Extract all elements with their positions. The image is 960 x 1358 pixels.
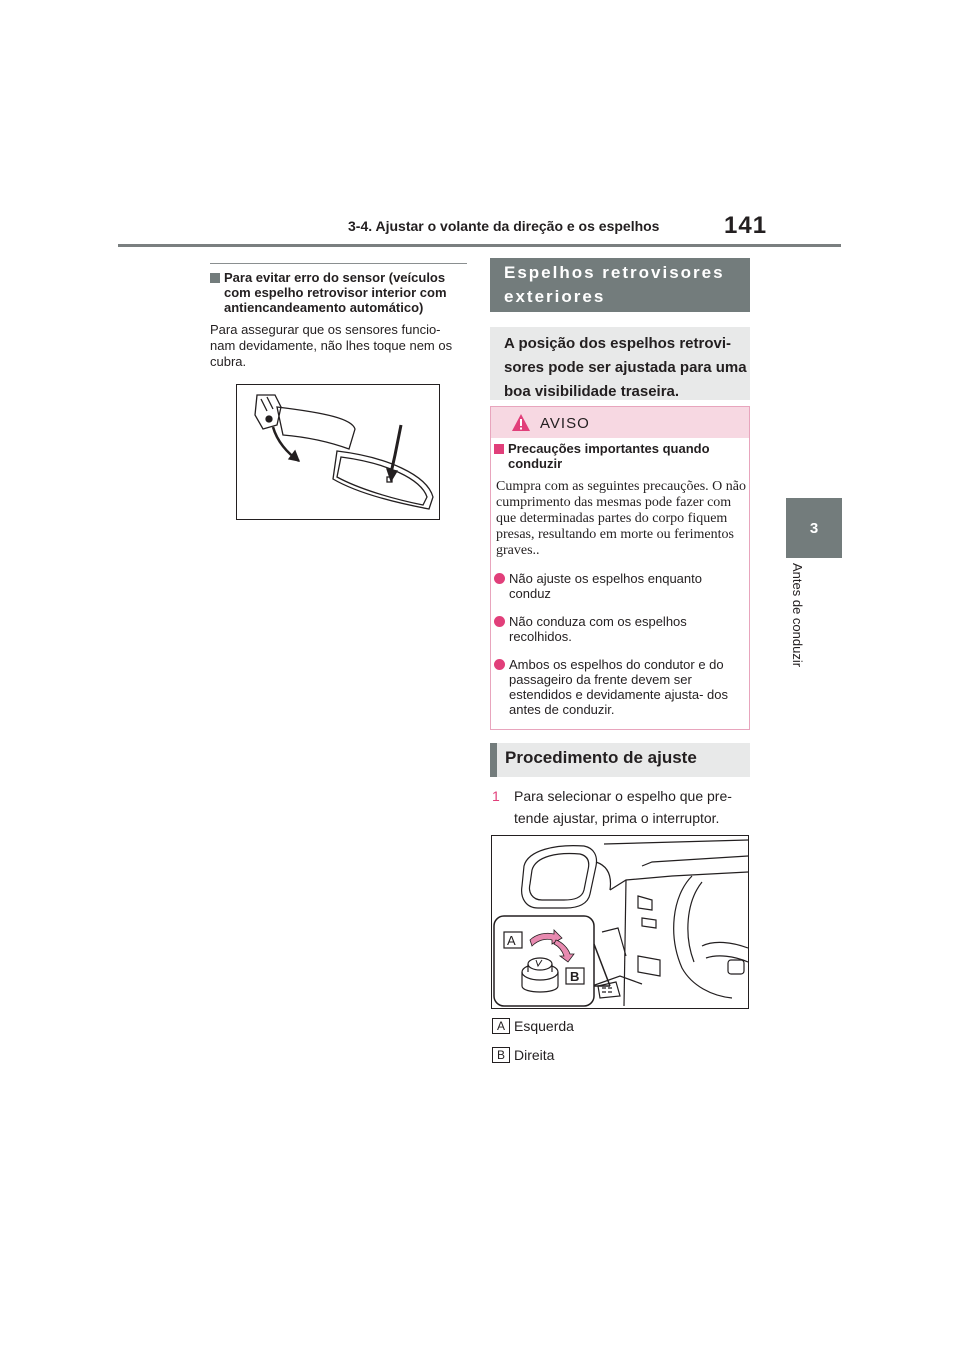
procedure-banner: Procedimento de ajuste	[490, 743, 750, 777]
warning-triangle-icon	[511, 413, 531, 432]
inner-mirror-figure	[236, 384, 440, 520]
sensor-body: Para assegurar que os sensores funcio- nam devidamente, não lhes toque nem os cubra.	[210, 322, 453, 369]
section-title: 3-4. Ajustar o volante da direção e os espelhos	[348, 218, 660, 234]
legend-badge: A	[492, 1018, 510, 1034]
left-rule	[210, 263, 467, 264]
sensor-heading: Para evitar erro do sensor (veículos com espelho retrovisor interior com antiencandeamento automático)	[210, 270, 466, 315]
square-bullet-icon	[494, 444, 504, 454]
intro-banner: A posição dos espelhos retrovi- sores pode ser ajustada para uma boa visibilidade traseira.	[490, 327, 750, 400]
mirror-switch-figure	[491, 835, 749, 1009]
step-item: 1 Para selecionar o espelho que pre- tende ajustar, prima o interruptor.	[492, 785, 750, 829]
inner-mirror-illustration	[237, 385, 439, 519]
warning-bullet: Não ajuste os espelhos enquanto conduz	[494, 571, 744, 601]
circle-bullet-icon	[494, 659, 505, 670]
step-number: 1	[492, 788, 500, 804]
warning-body: Cumpra com as seguintes precauções. O não cumprimento das mesmas pode fazer com que determinadas partes do corpo fiquem presas, resultando em morte ou ferimentos graves..	[496, 479, 746, 558]
mirror-switch-illustration	[492, 836, 748, 1008]
circle-bullet-icon	[494, 616, 505, 627]
section-banner: Espelhos retrovisores exteriores	[490, 258, 750, 312]
page-number: 141	[724, 212, 768, 239]
warning-title: AVISO	[540, 415, 590, 432]
warning-subheading: Precauções importantes quando conduzir	[494, 441, 744, 471]
figure-label-a: A	[507, 933, 516, 948]
square-bullet-icon	[210, 273, 220, 283]
warning-bullet: Não conduza com os espelhos recolhidos.	[494, 614, 744, 644]
legend-badge: B	[492, 1047, 510, 1063]
figure-label-b: B	[570, 969, 580, 984]
chapter-tab[interactable]	[786, 498, 842, 558]
circle-bullet-icon	[494, 573, 505, 584]
warning-bullet: Ambos os espelhos do condutor e do passageiro da frente devem ser estendidos e devidamente ajusta- dos antes de conduzir.	[494, 657, 744, 717]
header-rule	[118, 244, 841, 247]
chapter-number: 3	[809, 519, 819, 537]
chapter-label: Antes de conduzir	[790, 563, 805, 668]
